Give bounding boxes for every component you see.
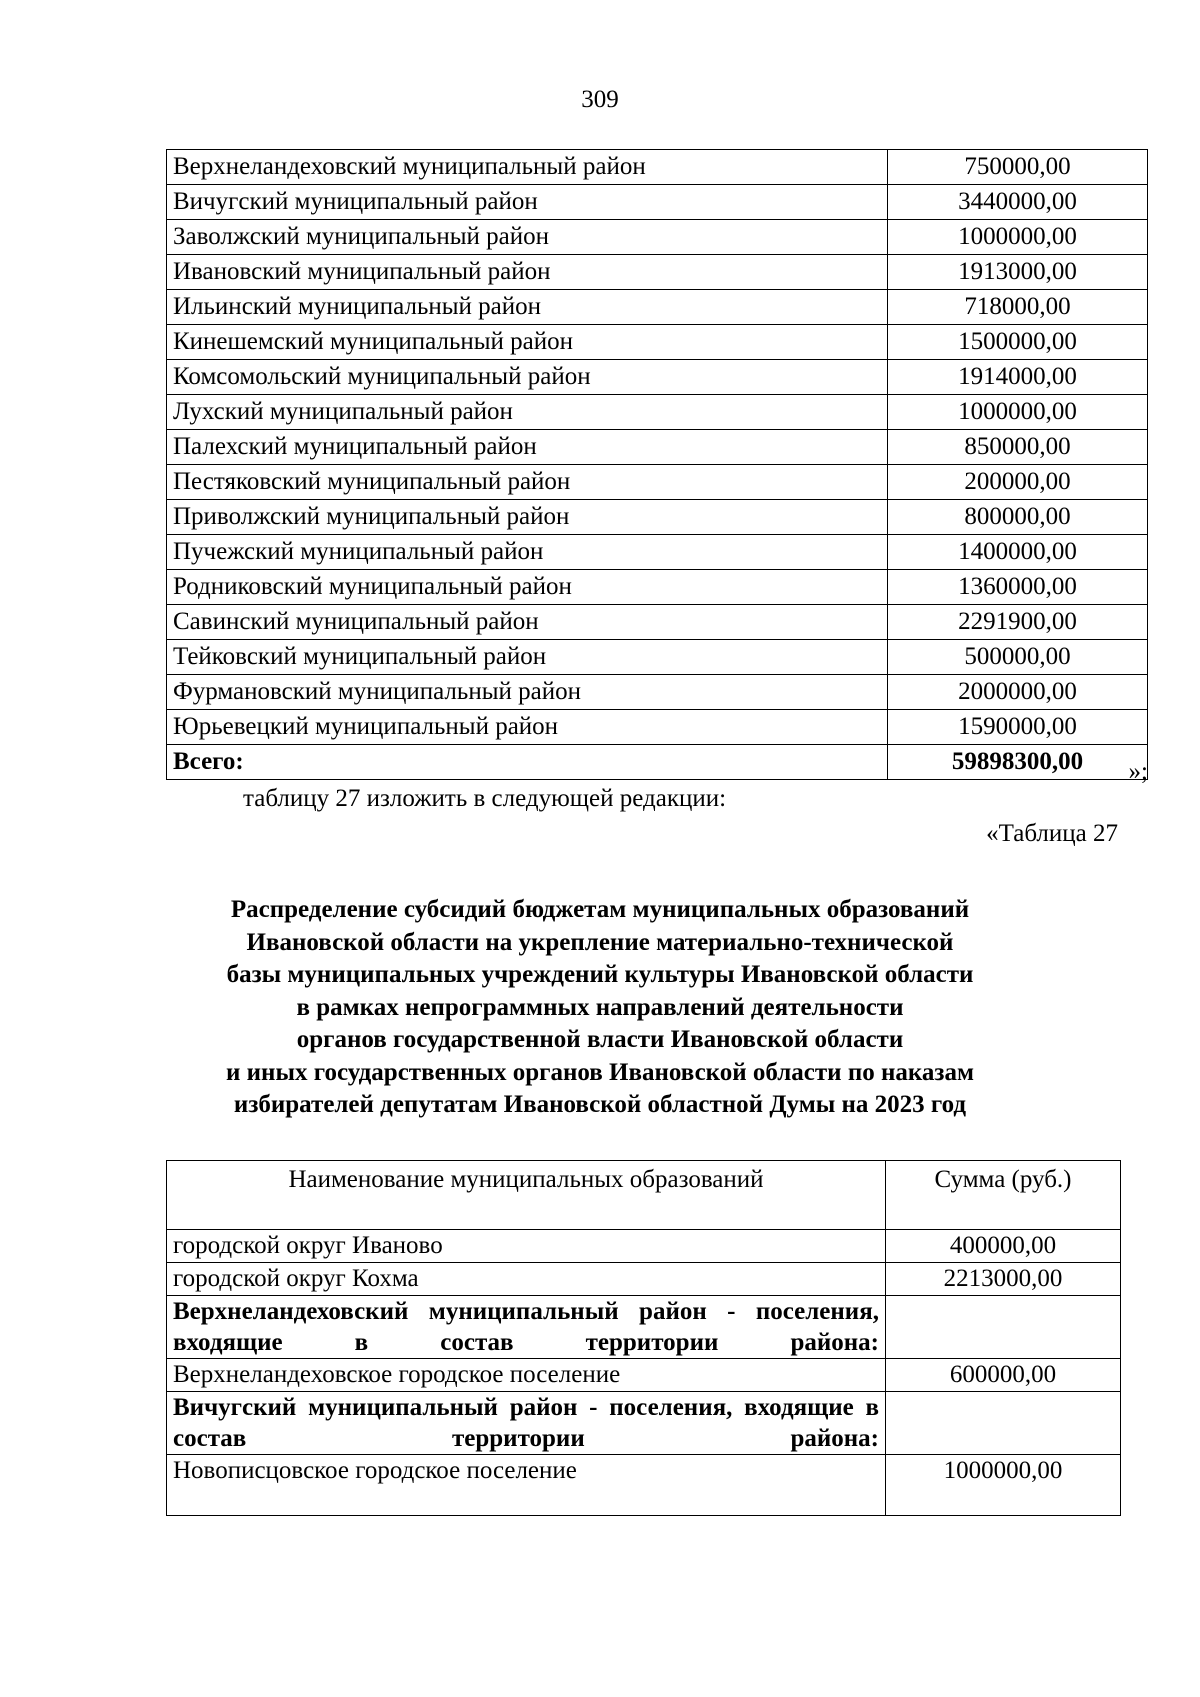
amount-value: 1913000,00 [888, 255, 1148, 290]
table-title [0, 894, 1200, 1122]
amount-value: 750000,00 [888, 150, 1148, 185]
total-amount: 59898300,00 [888, 745, 1148, 780]
table-row [167, 290, 1148, 325]
amount-value: 3440000,00 [888, 185, 1148, 220]
table-row [167, 710, 1148, 745]
amount-value: 400000,00 [886, 1230, 1121, 1263]
amount-value: 1360000,00 [888, 570, 1148, 605]
table-row [167, 1455, 1121, 1516]
table-row [167, 185, 1148, 220]
district-name: Фурмановский муниципальный район [167, 675, 888, 710]
district-name: Палехский муниципальный район [167, 430, 888, 465]
municipality-name: Верхнеландеховское городское поселение [167, 1359, 886, 1392]
empty-amount-cell [886, 1296, 1121, 1359]
table-row [167, 360, 1148, 395]
table-row [167, 255, 1148, 290]
table-row [167, 325, 1148, 360]
amount-value: 1000000,00 [888, 395, 1148, 430]
table-row [167, 640, 1148, 675]
title-line: избирателей депутатам Ивановской областной Думы на 2023 год [233, 1091, 967, 1118]
district-name: Юрьевецкий муниципальный район [167, 710, 888, 745]
table-27 [166, 1160, 1121, 1516]
table-row [167, 605, 1148, 640]
header-name-cell: Наименование муниципальных образований [167, 1161, 886, 1230]
district-name: Кинешемский муниципальный район [167, 325, 888, 360]
title-line: Распределение субсидий бюджетам муниципальных образований [230, 896, 970, 923]
amount-value: 1914000,00 [888, 360, 1148, 395]
closing-quote-mark: »; [1128, 758, 1148, 785]
table-row [167, 570, 1148, 605]
table-header-row [167, 1161, 1121, 1230]
table-row [167, 1263, 1121, 1296]
district-name: Лухский муниципальный район [167, 395, 888, 430]
header-amount-cell: Сумма (руб.) [886, 1161, 1121, 1230]
district-name: Заволжский муниципальный район [167, 220, 888, 255]
amount-value: 600000,00 [886, 1359, 1121, 1392]
amount-value: 1000000,00 [888, 220, 1148, 255]
amount-value: 200000,00 [888, 465, 1148, 500]
district-name: Приволжский муниципальный район [167, 500, 888, 535]
table-row [167, 150, 1148, 185]
amount-value: 500000,00 [888, 640, 1148, 675]
table-row [167, 220, 1148, 255]
district-name: Комсомольский муниципальный район [167, 360, 888, 395]
table-row [167, 535, 1148, 570]
allocation-table-continued [166, 149, 1148, 780]
district-name: Верхнеландеховский муниципальный район [167, 150, 888, 185]
district-name: Ильинский муниципальный район [167, 290, 888, 325]
district-group-label: Верхнеландеховский муниципальный район - поселения, входящие в состав территории района: [167, 1296, 886, 1359]
table-row [167, 1359, 1121, 1392]
table-row [167, 675, 1148, 710]
page-number: 309 [581, 86, 619, 113]
amount-value: 2000000,00 [888, 675, 1148, 710]
amendment-instruction: таблицу 27 изложить в следующей редакции: [243, 785, 727, 812]
district-name: Вичугский муниципальный район [167, 185, 888, 220]
district-name: Савинский муниципальный район [167, 605, 888, 640]
district-group-label: Вичугский муниципальный район - поселения, входящие в состав территории района: [167, 1392, 886, 1455]
municipality-name: городской округ Кохма [167, 1263, 886, 1296]
title-line: базы муниципальных учреждений культуры Ивановской области [226, 961, 974, 988]
amount-value: 2213000,00 [886, 1263, 1121, 1296]
amount-value: 800000,00 [888, 500, 1148, 535]
district-group-row [167, 1296, 1121, 1359]
amount-value: 1400000,00 [888, 535, 1148, 570]
municipality-name: городской округ Иваново [167, 1230, 886, 1263]
total-label: Всего: [167, 745, 888, 780]
district-name: Пестяковский муниципальный район [167, 465, 888, 500]
amount-value: 1500000,00 [888, 325, 1148, 360]
table-reference: «Таблица 27 [986, 820, 1118, 847]
district-name: Пучежский муниципальный район [167, 535, 888, 570]
district-name: Ивановский муниципальный район [167, 255, 888, 290]
title-line: и иных государственных органов Ивановской области по наказам [226, 1058, 974, 1086]
table-row [167, 465, 1148, 500]
table-row [167, 395, 1148, 430]
table-row [167, 430, 1148, 465]
table-row [167, 500, 1148, 535]
amount-value: 850000,00 [888, 430, 1148, 465]
amount-value: 1000000,00 [886, 1455, 1121, 1516]
amount-value: 718000,00 [888, 290, 1148, 325]
amount-value: 1590000,00 [888, 710, 1148, 745]
empty-amount-cell [886, 1392, 1121, 1455]
district-name: Родниковский муниципальный район [167, 570, 888, 605]
title-line: органов государственной власти Ивановской области [296, 1026, 904, 1053]
title-line: в рамках непрограммных направлений деятельности [296, 993, 904, 1021]
district-name: Тейковский муниципальный район [167, 640, 888, 675]
total-row [167, 745, 1148, 780]
district-group-row [167, 1392, 1121, 1455]
title-line: Ивановской области на укрепление материально-технической [246, 928, 954, 956]
municipality-name: Новописцовское городское поселение [167, 1455, 886, 1516]
amount-value: 2291900,00 [888, 605, 1148, 640]
table-row [167, 1230, 1121, 1263]
